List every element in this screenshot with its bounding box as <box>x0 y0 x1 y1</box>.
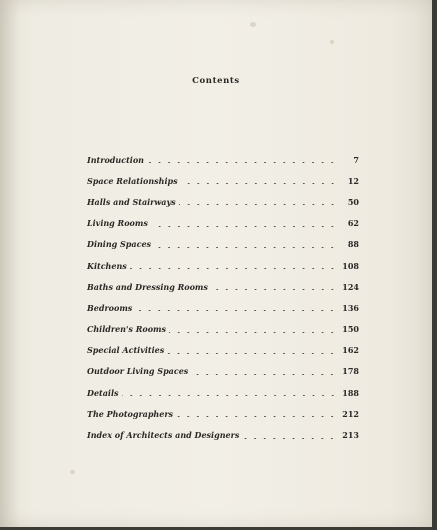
toc-entry-title: Kitchens <box>87 260 127 271</box>
toc-entry-page-number: 212 <box>342 408 359 419</box>
toc-entry <box>87 319 359 340</box>
toc-entry-page-number: 88 <box>347 239 359 250</box>
toc-entry-page-number: 7 <box>353 154 359 165</box>
toc-entry-title: Dining Spaces <box>87 239 152 250</box>
toc-entry <box>87 255 359 276</box>
toc-entry-title: The Photographers <box>87 408 174 419</box>
toc-entry <box>87 276 359 297</box>
toc-entry-title: Space Relationships <box>87 175 178 186</box>
toc-entry-page-number: 178 <box>342 366 359 377</box>
paper-stain <box>330 40 334 44</box>
dot-leader <box>242 438 337 439</box>
toc-entry-title: Bedrooms <box>87 302 133 313</box>
toc-entry-page-number: 124 <box>342 281 359 292</box>
dot-leader <box>122 395 338 396</box>
toc-entry-page-number: 62 <box>347 218 359 229</box>
paper-stain <box>250 22 256 27</box>
toc-entry-page-number: 50 <box>347 196 359 207</box>
toc-entry <box>87 234 359 255</box>
toc-entry-title: Halls and Stairways <box>87 196 176 207</box>
toc-entry <box>87 213 359 234</box>
toc-entry <box>87 403 359 424</box>
toc-entry-title: Living Rooms <box>87 218 148 229</box>
dot-leader <box>169 332 337 333</box>
toc-entry <box>87 424 359 445</box>
page-title: Contents <box>192 76 240 86</box>
dot-leader <box>130 268 337 269</box>
dot-leader <box>151 226 337 227</box>
toc-entry-page-number: 12 <box>347 175 359 186</box>
toc-entry-title: Introduction <box>87 154 144 165</box>
toc-entry <box>87 361 359 382</box>
dot-leader <box>179 204 337 205</box>
toc-entry-title: Baths and Dressing Rooms <box>87 281 208 292</box>
toc-entry-title: Details <box>87 387 119 398</box>
toc-entry-page-number: 108 <box>342 260 359 271</box>
toc-entry-page-number: 150 <box>342 324 359 335</box>
toc-entry-title: Outdoor Living Spaces <box>87 366 189 377</box>
dot-leader <box>147 162 337 163</box>
toc-entry <box>87 340 359 361</box>
paper-stain <box>70 470 75 474</box>
toc-entry <box>87 149 359 170</box>
toc-entry <box>87 297 359 318</box>
dot-leader <box>211 289 337 290</box>
dot-leader <box>154 247 337 248</box>
dot-leader <box>191 374 337 375</box>
toc-entry <box>87 191 359 212</box>
toc-entry-title: Children's Rooms <box>87 324 167 335</box>
table-of-contents <box>87 149 359 446</box>
dot-leader <box>176 416 337 417</box>
toc-entry-page-number: 213 <box>342 430 359 441</box>
toc-entry <box>87 382 359 403</box>
dot-leader <box>135 310 337 311</box>
toc-entry-page-number: 162 <box>342 345 359 356</box>
toc-entry-title: Special Activities <box>87 345 165 356</box>
toc-entry <box>87 170 359 191</box>
dot-leader <box>181 183 337 184</box>
toc-entry-title: Index of Architects and Designers <box>87 430 240 441</box>
dot-leader <box>167 353 337 354</box>
toc-entry-page-number: 188 <box>342 387 359 398</box>
toc-entry-page-number: 136 <box>342 302 359 313</box>
